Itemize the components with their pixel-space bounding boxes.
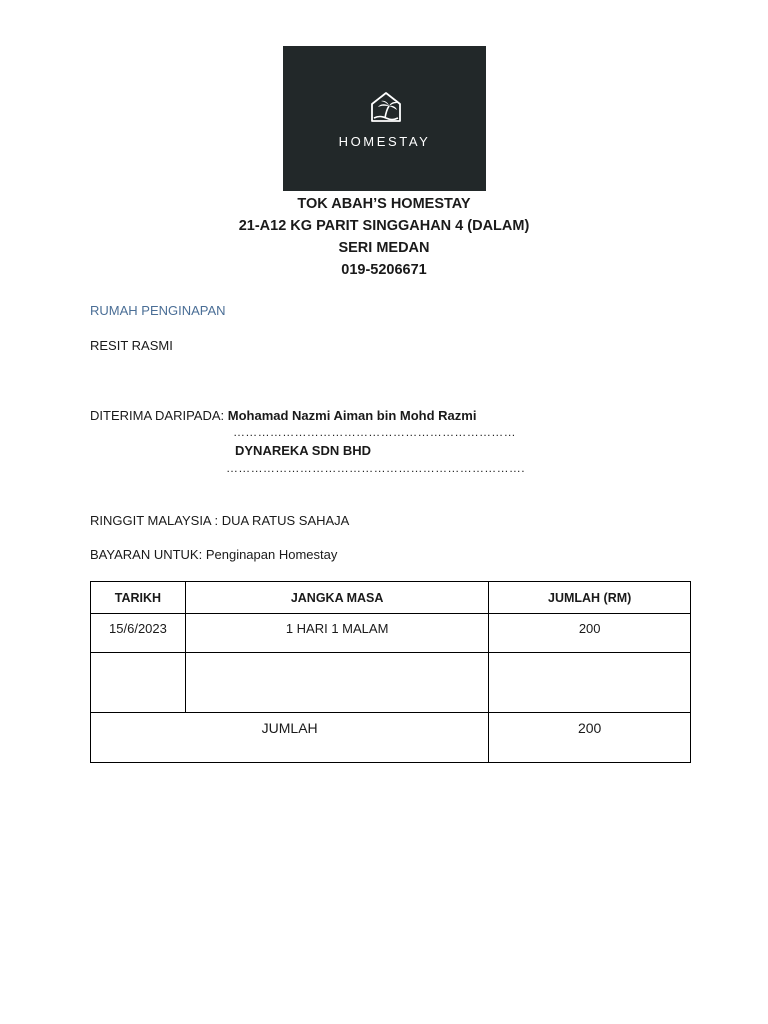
received-from-row xyxy=(90,408,476,423)
cell-amount xyxy=(489,653,691,713)
payment-for-label: BAYARAN UNTUK: xyxy=(90,547,203,562)
cell-duration xyxy=(185,653,488,713)
homestay-logo xyxy=(283,46,486,191)
document-category: RUMAH PENGINAPAN xyxy=(90,303,226,318)
cell-duration: 1 HARI 1 MALAM xyxy=(185,614,488,653)
business-address-line1: 21-A12 KG PARIT SINGGAHAN 4 (DALAM) xyxy=(238,218,530,234)
total-value: 200 xyxy=(489,713,691,763)
table-header-row xyxy=(91,582,691,614)
business-header xyxy=(0,193,768,281)
amount-in-words: RINGGIT MALAYSIA : DUA RATUS SAHAJA xyxy=(90,513,350,528)
house-palm-tree-icon xyxy=(367,88,405,126)
document-type: RESIT RASMI xyxy=(90,338,173,353)
payer-name: Mohamad Nazmi Aiman bin Mohd Razmi xyxy=(227,408,477,423)
table-total-row xyxy=(91,713,691,763)
total-label: JUMLAH xyxy=(91,713,489,763)
receipt-table xyxy=(90,581,691,763)
cell-amount: 200 xyxy=(489,614,691,653)
dotted-line: …………………………………………………………… xyxy=(233,425,516,439)
received-from-label: DITERIMA DARIPADA: xyxy=(90,408,225,423)
column-header-duration: JANGKA MASA xyxy=(185,582,488,614)
dotted-line: ………………………………………………………………. xyxy=(226,461,525,475)
column-header-amount: JUMLAH (RM) xyxy=(489,582,691,614)
payer-company: DYNAREKA SDN BHD xyxy=(235,443,372,458)
payment-for-row xyxy=(90,547,337,562)
cell-date: 15/6/2023 xyxy=(91,614,186,653)
table-row xyxy=(91,653,691,713)
payment-for-value: Penginapan Homestay xyxy=(205,547,338,562)
cell-date xyxy=(91,653,186,713)
business-name: TOK ABAH’S HOMESTAY xyxy=(297,196,471,212)
business-phone: 019-5206671 xyxy=(341,262,427,278)
table-row xyxy=(91,614,691,653)
logo-brand-text: HOMESTAY xyxy=(338,134,431,149)
business-address-line2: SERI MEDAN xyxy=(338,240,430,256)
column-header-date: TARIKH xyxy=(91,582,186,614)
